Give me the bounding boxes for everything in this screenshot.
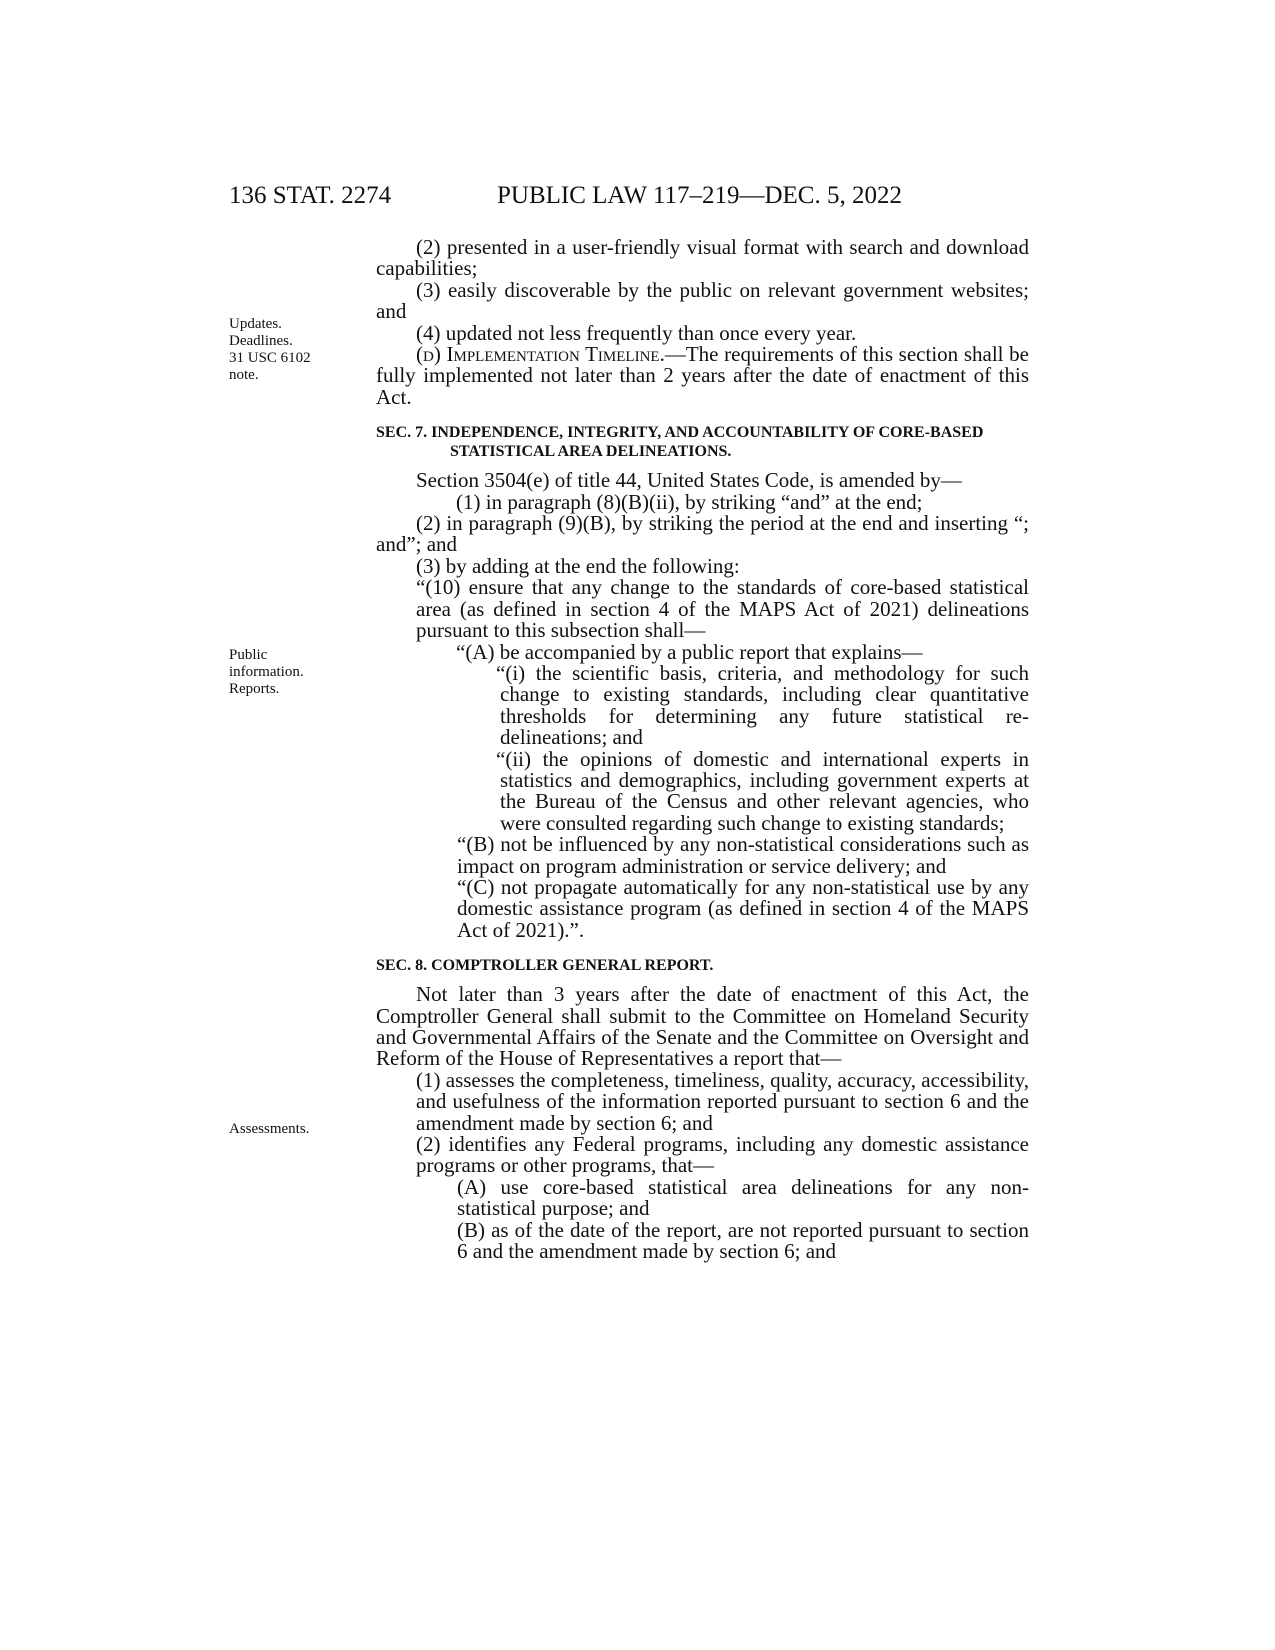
paragraph: “(i) the scientific basis, criteria, and methodology for such change to existing standards, including clear quantitative thresholds for determining any future statistical re-delineations; and [496,660,1029,750]
paragraph: (A) use core-based statistical area delineations for any non-statistical purpose; and [457,1174,1029,1221]
paragraph: “(B) not be influenced by any non-statistical considerations such as impact on program administration or service delivery; and [457,832,1029,878]
paragraph: Section 3504(e) of title 44, United States Code, is amended by— [416,468,962,493]
statute-text-column [376,237,1029,1262]
paragraph: (3) easily discoverable by the public on relevant government websites; and [376,277,1029,324]
margin-note-line: Updates. [229,316,282,332]
paragraph: “(A) be accompanied by a public report that explains— [456,639,923,664]
paragraph-implementation-timeline [376,344,1029,408]
margin-note-public-information [229,647,304,698]
paragraph: (1) in paragraph (8)(B)(ii), by striking “and” at the end; [456,489,923,514]
margin-note-line: Deadlines. [229,333,293,349]
statute-page-number: 136 STAT. 2274 [229,182,392,209]
law-title-header: PUBLIC LAW 117–219—DEC. 5, 2022 [497,182,902,209]
paragraph: (3) by adding at the end the following: [416,553,740,578]
margin-note-assessments [229,1121,309,1138]
paragraph: (2) presented in a user-friendly visual format with search and download capabilities; [376,235,1029,281]
paragraph: (2) in paragraph (9)(B), by striking the period at the end and inserting “; and”; and [376,511,1029,557]
paragraph: (1) assesses the completeness, timeliness, quality, accuracy, accessibility, and usefulness of the information reported pursuant to section 6 and the amendment made by section 6; and [416,1067,1029,1135]
paragraph: Not later than 3 years after the date of enactment of this Act, the Comptroller General shall submit to the Committee on Homeland Security and Governmental Affairs of the Senate and the Committee on Oversight and Reform of the House of Representatives a report that— [376,982,1029,1071]
margin-note-line: Reports. [229,681,280,697]
margin-note-updates [229,316,311,384]
paragraph: (4) updated not less frequently than once every year. [416,320,857,345]
paragraph: “(C) not propagate automatically for any non-statistical use by any domestic assistance program (as defined in section 4 of the MAPS Act of 2021).”. [457,874,1029,942]
margin-note-line: 31 USC 6102 [229,350,311,366]
subsection-text: —The requirements of this section shall be fully implemented not later than 2 years after the date of enactment of this Act. [376,342,1030,409]
margin-note-line: Public [229,647,268,663]
margin-note-line: note. [229,367,259,383]
section-7-heading: SEC. 7. INDEPENDENCE, INTEGRITY, AND ACCOUNTABILITY OF CORE-BASED STATISTICAL AREA DELINEATIONS. [376,424,984,461]
paragraph: “(ii) the opinions of domestic and international experts in statistics and demographics, including government experts at the Bureau of the Census and other relevant agencies, who were consulted regarding such change to existing standards; [496,746,1029,835]
margin-note-line: information. [229,664,304,680]
subsection-label: (d) Implementation Timeline. [416,342,665,367]
paragraph: “(10) ensure that any change to the standards of core-based statistical area (as defined in section 4 of the MAPS Act of 2021) delineations pursuant to this subsection shall— [416,575,1029,643]
paragraph: (2) identifies any Federal programs, including any domestic assistance programs or other programs, that— [416,1132,1029,1178]
section-8-heading: SEC. 8. COMPTROLLER GENERAL REPORT. [376,957,714,975]
paragraph: (B) as of the date of the report, are not reported pursuant to section 6 and the amendment made by section 6; and [457,1217,1029,1264]
margin-note-line: Assessments. [229,1121,310,1137]
